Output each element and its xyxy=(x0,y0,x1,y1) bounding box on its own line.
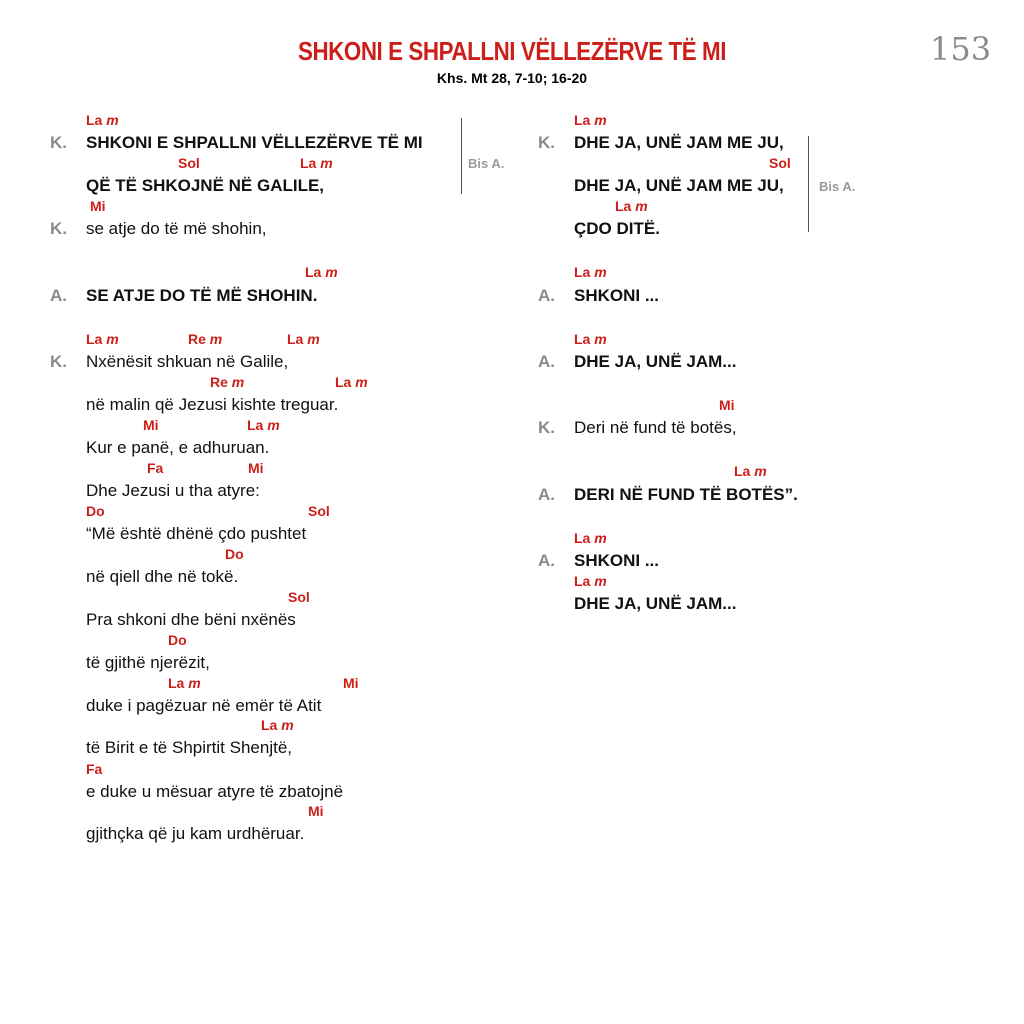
chord: La m xyxy=(574,112,607,128)
lyric-line: SHKONI ... xyxy=(574,286,660,305)
chord: Mi xyxy=(308,803,324,819)
lyric-line: “Më është dhënë çdo pushtet xyxy=(86,524,307,543)
role-label: A. xyxy=(538,485,555,504)
chord: Sol xyxy=(769,155,791,171)
lyric-line: QË TË SHKOJNË NË GALILE, xyxy=(86,176,325,195)
song-title: SHKONI E SHPALLNI VËLLEZËRVE TË MI xyxy=(297,36,727,66)
role-label: K. xyxy=(538,418,555,437)
chord: La m xyxy=(86,331,119,347)
lyric-line: DERI NË FUND TË BOTËS”. xyxy=(574,485,798,504)
lyric-line: Dhe Jezusi u tha atyre: xyxy=(86,481,260,500)
chord: Fa xyxy=(147,460,164,476)
chord: La m xyxy=(261,717,294,733)
lyric-line: në malin që Jezusi kishte treguar. xyxy=(86,395,339,414)
lyric-line: gjithçka që ju kam urdhëruar. xyxy=(86,824,305,843)
chord: Mi xyxy=(143,417,159,433)
lyric-line: Pra shkoni dhe bëni nxënës xyxy=(86,610,296,629)
chord: La m xyxy=(574,573,607,589)
bis-label: Bis A. xyxy=(468,156,505,171)
lyric-line: DHE JA, UNË JAM... xyxy=(574,352,737,371)
chord: Do xyxy=(86,503,105,519)
lyric-line: Kur e panë, e adhuruan. xyxy=(86,438,270,457)
role-label: A. xyxy=(538,286,555,305)
role-label: K. xyxy=(50,352,67,371)
role-label: K. xyxy=(50,219,67,238)
role-label: K. xyxy=(50,133,67,152)
chord: La m xyxy=(300,155,333,171)
repeat-bracket xyxy=(461,118,462,194)
chord: Mi xyxy=(719,397,735,413)
lyric-line: e duke u mësuar atyre të zbatojnë xyxy=(86,782,344,801)
lyric-line: DHE JA, UNË JAM ME JU, xyxy=(574,133,784,152)
chord: La m xyxy=(574,264,607,280)
chord: La m xyxy=(734,463,767,479)
chord: La m xyxy=(574,530,607,546)
lyric-line: ÇDO DITË. xyxy=(574,219,660,238)
chord: La m xyxy=(335,374,368,390)
role-label: K. xyxy=(538,133,555,152)
chord: La m xyxy=(615,198,648,214)
lyric-line: Deri në fund të botës, xyxy=(574,418,737,437)
lyric-line: se atje do të më shohin, xyxy=(86,219,267,238)
chord: Sol xyxy=(178,155,200,171)
lyric-line: në qiell dhe në tokë. xyxy=(86,567,239,586)
chord: Sol xyxy=(288,589,310,605)
chord: Re m xyxy=(210,374,245,390)
chord: La m xyxy=(168,675,201,691)
lyric-line: të gjithë njerëzit, xyxy=(86,653,210,672)
page-number: 153 xyxy=(930,30,992,68)
chord: Do xyxy=(225,546,244,562)
chord: Mi xyxy=(343,675,359,691)
lyric-line: SHKONI ... xyxy=(574,551,660,570)
chord: La m xyxy=(287,331,320,347)
lyric-line: DHE JA, UNË JAM ME JU, xyxy=(574,176,784,195)
lyric-line: DHE JA, UNË JAM... xyxy=(574,594,737,613)
chord: Sol xyxy=(308,503,330,519)
chord: La m xyxy=(305,264,338,280)
lyric-line: duke i pagëzuar në emër të Atit xyxy=(86,696,322,715)
role-label: A. xyxy=(50,286,67,305)
chord: Do xyxy=(168,632,187,648)
repeat-bracket xyxy=(808,136,809,232)
role-label: A. xyxy=(538,352,555,371)
chord: La m xyxy=(247,417,280,433)
bis-label: Bis A. xyxy=(819,179,856,194)
chord: Mi xyxy=(90,198,106,214)
chord: Fa xyxy=(86,761,103,777)
lyric-line: SHKONI E SHPALLNI VËLLEZËRVE TË MI xyxy=(86,133,423,152)
chord: La m xyxy=(574,331,607,347)
chord: Mi xyxy=(248,460,264,476)
lyric-line: të Birit e të Shpirtit Shenjtë, xyxy=(86,738,292,757)
scripture-reference: Khs. Mt 28, 7-10; 16-20 xyxy=(436,70,588,86)
chord: La m xyxy=(86,112,119,128)
lyric-line: SE ATJE DO TË MË SHOHIN. xyxy=(86,286,318,305)
role-label: A. xyxy=(538,551,555,570)
lyric-line: Nxënësit shkuan në Galile, xyxy=(86,352,289,371)
chord: Re m xyxy=(188,331,223,347)
